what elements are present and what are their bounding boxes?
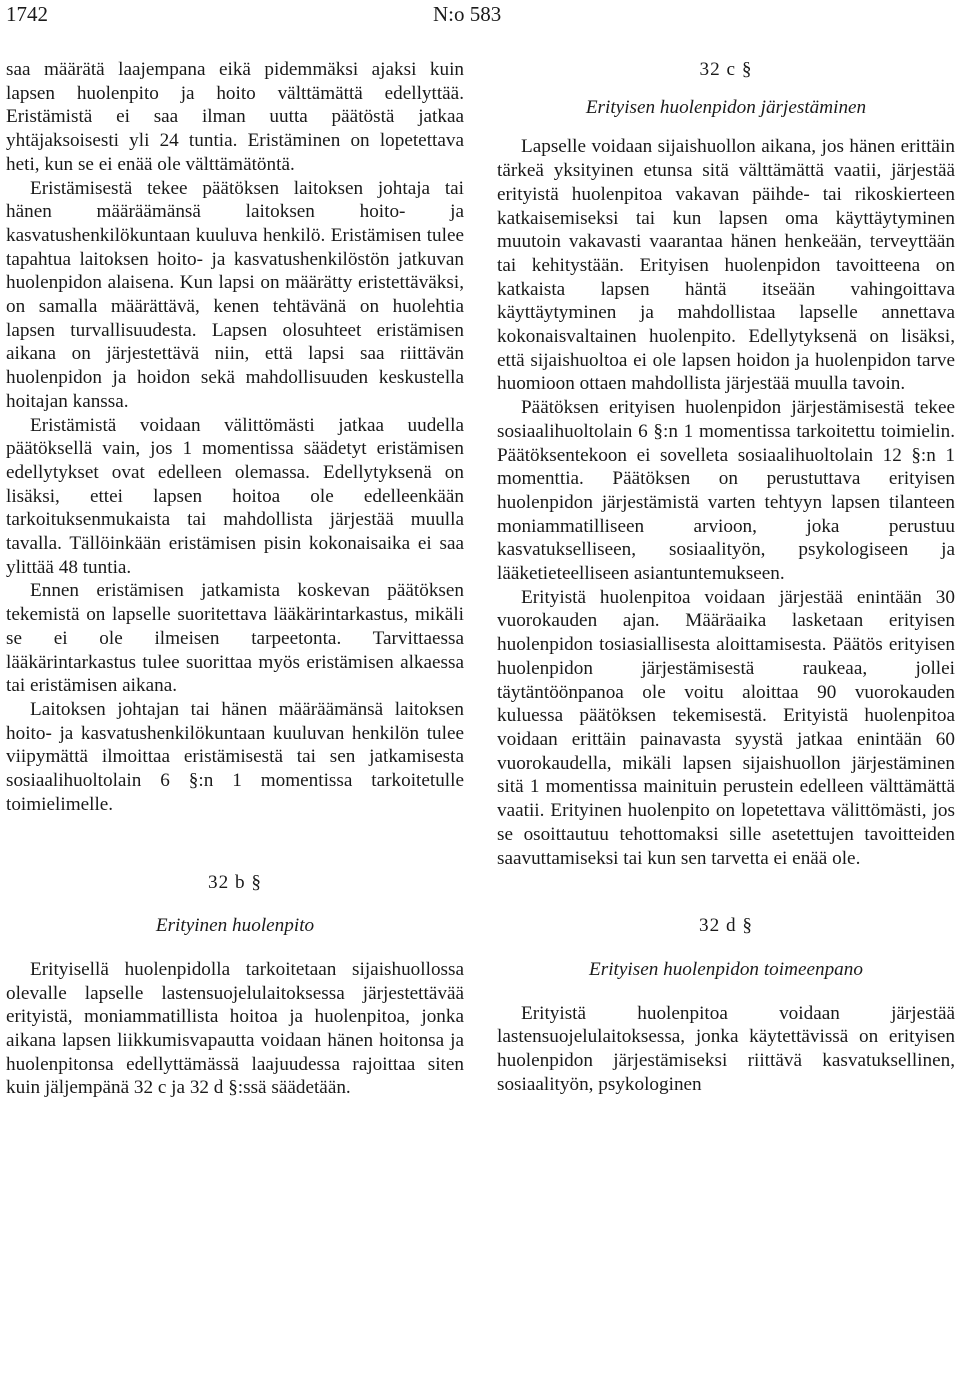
paragraph: Eristämistä voidaan välittömästi jatkaa uudella päätöksellä vain, jos 1 momentissa säädetyt eristämisen edellytykset ovat edelleen olemassa. Edellytyksenä on lisäksi, ettei lapsen hoitoa ole edelleenkään tarkoituksenmukaista tai mahdollista järjestää muulla tavalla. Tällöinkään eristämisen pisin kokonaisaika ei saa ylittää 48 tuntia.	[6, 414, 464, 578]
section-number-32c: 32 c §	[699, 59, 753, 80]
section-number-32b: 32 b §	[208, 871, 262, 893]
paragraph: Lapselle voidaan sijaishuollon aikana, jos hänen erittäin tärkeä yksityinen etunsa sitä välttämättä vaatii, järjestää erityistä huolenpitoa vakavan päihde- tai rikoskierteen katkaisemiseksi tai kun lapsen oma käyttäytyminen muutoin vakavasti vaarantaa hänen henkeään, terveyttään tai kehitystään. Erityisen huolenpidon tavoitteena on katkaista lapsen häntä itseään vahingoittava käyttäytyminen ja mahdollistaa lapselle annettava kokonaisvaltainen huolenpito. Edellytyksenä on lisäksi, että sijaishuoltoa ei ole lapsen hoidon ja huolenpidon tarve huomioon ottaen mahdollista järjestää muulla tavoin.	[497, 136, 955, 395]
paragraph: Laitoksen johtajan tai hänen määräämänsä laitoksen hoito- ja kasvatushenkilökuntaan kuuluvan henkilön tulee viipymättä ilmoittaa eristämisestä tai sen jatkamisesta sosiaalihuoltolain 6 §:n 1 momentissa tarkoitetulle toimielimelle.	[6, 698, 464, 815]
statute-number: N:o 583	[433, 2, 502, 26]
right-column	[497, 58, 955, 1096]
continued-paragraph: saa määrätä laajempana eikä pidemmäksi ajaksi kuin lapsen huolenpito ja hoito välttämättä edellyttää. Eristämistä ei saa ilman uutta päätöstä jatkaa yhtäjaksoisesti yli 24 tuntia. Eristäminen on lopetettava heti, kun se ei enää ole välttämätöntä.	[6, 59, 464, 175]
paragraph: Eristämisestä tekee päätöksen laitoksen johtaja tai hänen määräämänsä laitoksen hoito- ja kasvatushenkilökuntaan kuuluva henkilö. Eristämisen tulee tapahtua laitoksen hoito- ja kasvatushenkilöstön jatkuvan huolenpidon alaisena. Kun lapsi on määrätty eristettäväksi, on samalla määrättävä, kenen tehtävänä on huolehtia lapsen turvallisuudesta. Lapsen olosuhteet eristämisen aikana on järjestettävä niin, että lapsi saa riittävän huolenpidon ja hoidon sekä mahdollisuuden keskustella hoitajan kanssa.	[6, 177, 464, 412]
left-column	[6, 58, 464, 1100]
paragraph: Erityistä huolenpitoa voidaan järjestää enintään 30 vuorokauden ajan. Määräaika lasketaan erityisen huolenpidon tosiasiallisesta aloittamisesta. Päätös erityisen huolenpidon järjestämisestä raukeaa, jollei täytäntöönpanoa ole voitu aloittaa 90 vuorokauden kuluessa päätöksen tekemisestä. Erityistä huolenpitoa voidaan erittäin painavasta syystä jatkaa enintään 60 vuorokaudella, mikäli lapsen sijaishuollon järjestäminen sitä 1 momentissa mainituin perustein edelleen välttämättä vaatii. Erityinen huolenpito on lopetettava välittömästi, jos se osoittautuu tehottomaksi sille asetettujen tavoitteiden saavuttamiseksi tai kun sen tarvetta ei enää ole.	[497, 586, 955, 869]
section-title-32c: Erityisen huolenpidon järjestäminen	[585, 96, 867, 118]
paragraph: Päätöksen erityisen huolenpidon järjestämisestä tekee sosiaalihuoltolain 6 §:n 1 momentissa tarkoitettu toimielin. Päätöksentekoon ei sovelleta sosiaalihuoltolain 12 §:n 1 momenttia. Päätöksen on perustuttava erityisen huolenpidon järjestämistä varten tehtyyn lapsen tilanteen moniammatilliseen arvioon, joka perustuu kasvatukselliseen, sosiaalityön, psykologiseen ja lääketieteelliseen asiantuntemukseen.	[497, 397, 955, 585]
section-number-32d: 32 d §	[699, 915, 753, 937]
section-title-32b: Erityinen huolenpito	[155, 915, 315, 937]
page-number: 1742	[6, 2, 48, 26]
paragraph: Ennen eristämisen jatkamista koskevan päätöksen tekemistä on lapselle suoritettava lääkärintarkastus, mikäli se ei ole ilmeisen tarpeetonta. Tarvittaessa lääkärintarkastus tulee suorittaa myös eristämisen alkaessa tai eristämisen aikana.	[6, 580, 464, 697]
section-title-32d: Erityisen huolenpidon toimeenpano	[589, 958, 863, 980]
paragraph: Erityistä huolenpitoa voidaan järjestää lastensuojelulaitoksessa, jonka käytettävissä on erityisen huolenpidon järjestämiseksi riittävä kasvatuksellinen, sosiaalityön, psykologinen	[497, 1002, 955, 1095]
page-header	[0, 0, 960, 28]
paragraph: Erityisellä huolenpidolla tarkoitetaan sijaishuollossa olevalle lapselle lastensuojelulaitoksessa järjestettävää erityistä, moniammatillista hoitoa ja huolenpitoa, jonka aikana lapsen liikkumisvapautta voidaan hänen hoitonsa ja huolenpitonsa edellyttämässä laajuudessa rajoittaa siten kuin jäljempänä 32 c ja 32 d §:ssä säädetään.	[6, 958, 464, 1099]
